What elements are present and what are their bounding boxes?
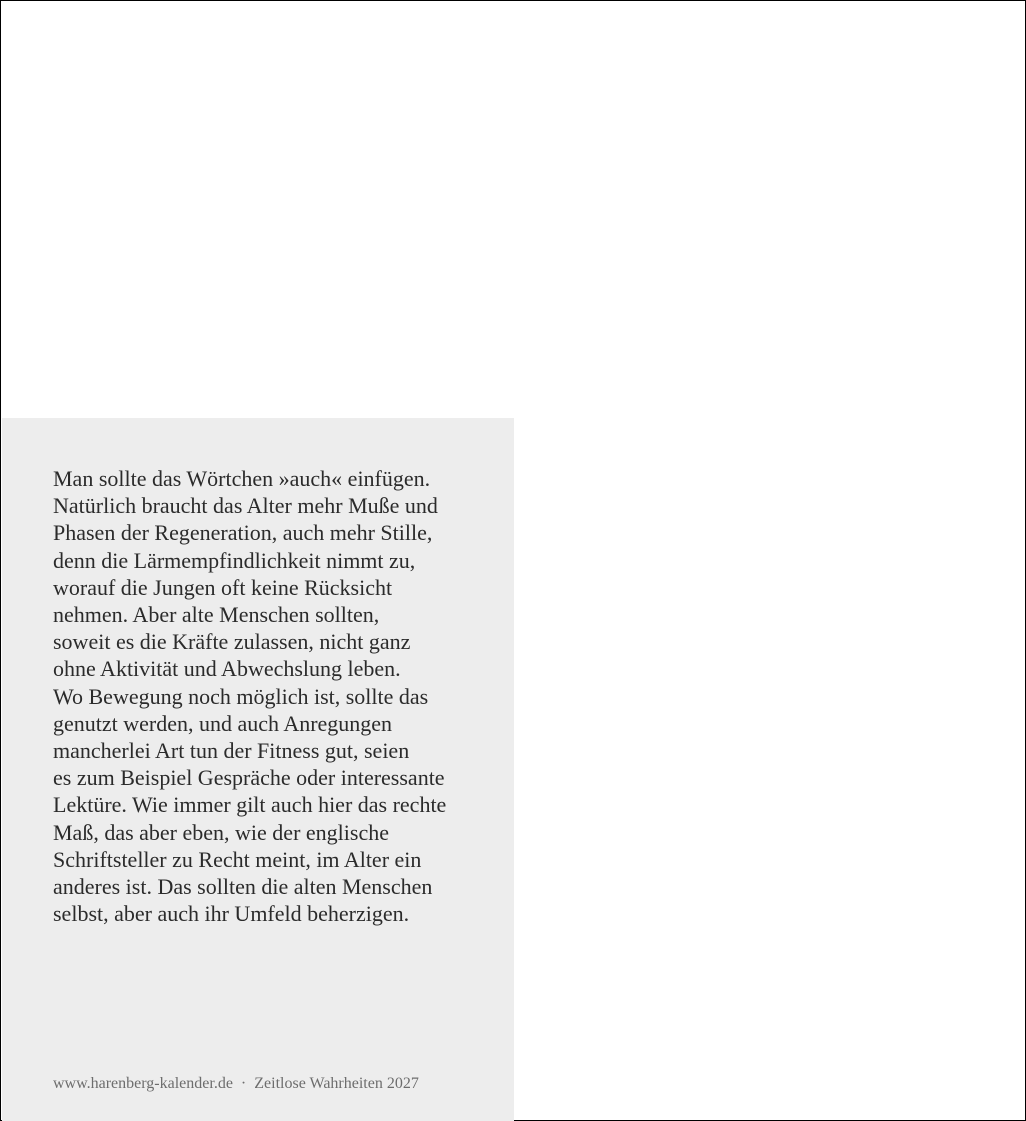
text-line: ohne Aktivität und Abwechslung leben. — [53, 656, 401, 682]
page-footer — [53, 1074, 419, 1094]
text-panel — [2, 418, 514, 1121]
text-line: Natürlich braucht das Alter mehr Muße und — [53, 493, 438, 519]
quote-commentary — [53, 465, 513, 927]
text-line: denn die Lärmempfindlichkeit nimmt zu, — [53, 547, 416, 573]
text-line: Maß, das aber eben, wie der englische — [53, 819, 389, 845]
text-line: Phasen der Regeneration, auch mehr Stille, — [53, 520, 433, 546]
text-line: Schriftsteller zu Recht meint, im Alter ein — [53, 846, 422, 872]
text-line: soweit es die Kräfte zulassen, nicht ganz — [53, 629, 411, 655]
text-line: es zum Beispiel Gespräche oder interessante — [53, 765, 445, 791]
text-line: mancherlei Art tun der Fitness gut, seien — [53, 738, 410, 764]
website-link[interactable]: www.harenberg-kalender.de — [53, 1075, 233, 1092]
text-line: selbst, aber auch ihr Umfeld beherzigen. — [53, 901, 410, 927]
text-line: worauf die Jungen oft keine Rücksicht — [53, 574, 393, 600]
text-line: Man sollte das Wörtchen »auch« einfügen. — [53, 466, 431, 491]
footer-separator: · — [240, 1075, 247, 1092]
calendar-title: Zeitlose Wahrheiten 2027 — [254, 1075, 419, 1092]
text-line: genutzt werden, und auch Anregungen — [53, 710, 393, 736]
text-line: nehmen. Aber alte Menschen sollten, — [53, 602, 380, 628]
text-line: Lektüre. Wie immer gilt auch hier das rechte — [53, 792, 447, 818]
text-line: Wo Bewegung noch möglich ist, sollte das — [53, 683, 429, 709]
text-line: anderes ist. Das sollten die alten Menschen — [53, 874, 433, 900]
